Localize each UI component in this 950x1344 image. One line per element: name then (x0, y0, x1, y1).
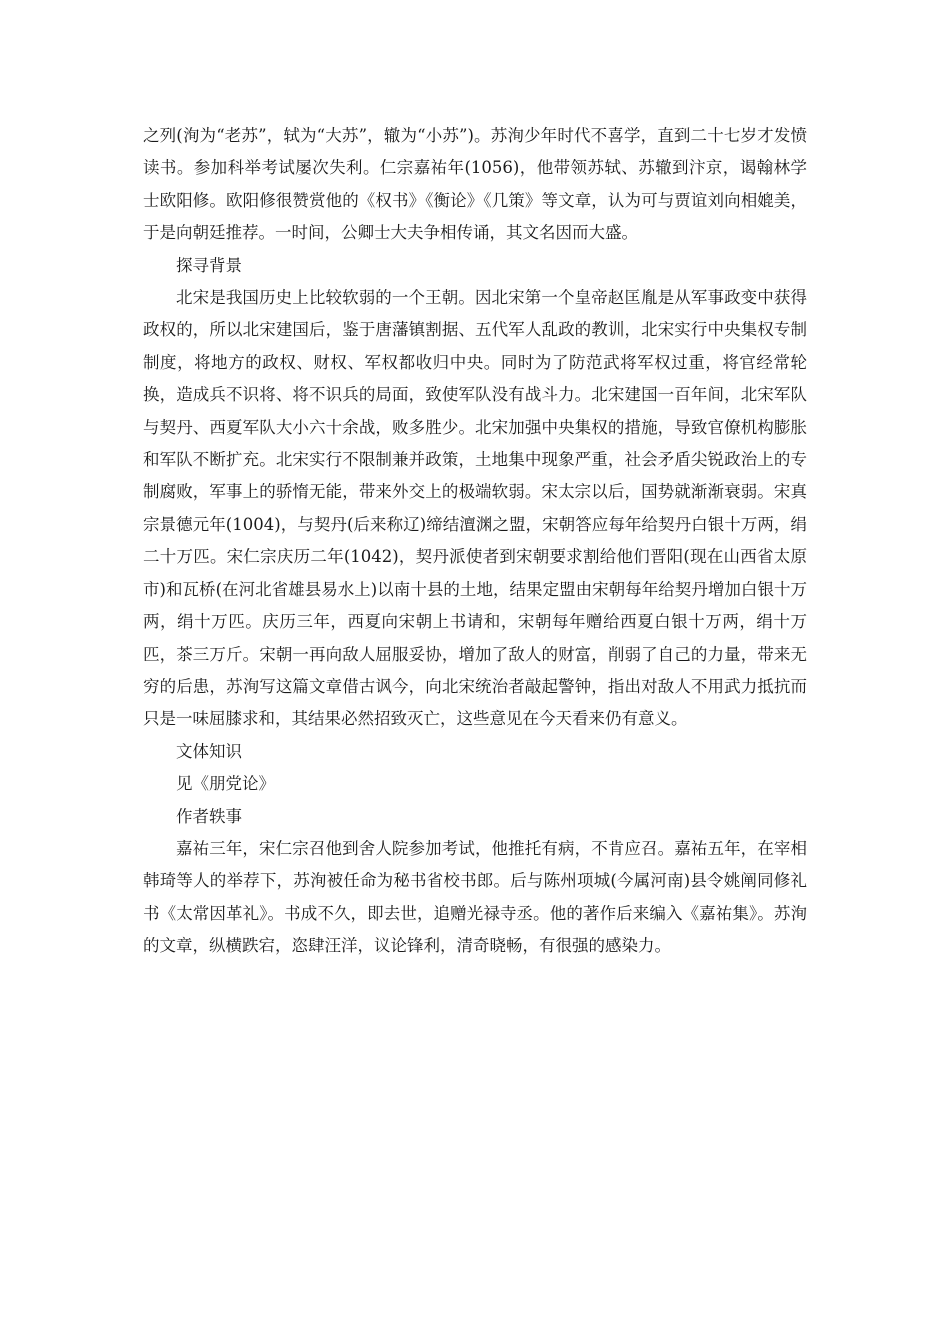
section-heading-background: 探寻背景 (176, 255, 242, 275)
paragraph-genre-reference: 见《朋党论》 (176, 774, 275, 794)
paragraph-author-anecdotes: 嘉祐三年，宋仁宗召他到舍人院参加考试，他推托有病，不肯应召。嘉祐五年，在宰相韩琦等人的举荐下，苏洵被任命为秘书省校书郎。后与陈州项城(今属河南)县令姚阐同修礼书《太常因革礼》。书成不久，即去世，追赠光禄寺丞。他的著作后来编入《嘉祐集》。苏洵的文章，纵横跌宕，恣肆汪洋，议论锋利，清奇晓畅，有很强的感染力。 (143, 838, 807, 956)
paragraph-northern-song-background: 北宋是我国历史上比较软弱的一个王朝。因北宋第一个皇帝赵匡胤是从军事政变中获得政权的，所以北宋建国后，鉴于唐藩镇割据、五代军人乱政的教训，北宋实行中央集权专制制度，将地方的政权、财权、军权都收归中央。同时为了防范武将军权过重，将官经常轮换，造成兵不识将、将不识兵的局面，致使军队没有战斗力。北宋建国一百年间，北宋军队与契丹、西夏军队大小六十余战，败多胜少。北宋加强中央集权的措施，导致官僚机构膨胀和军队不断扩充。北宋实行不限制兼并政策，土地集中现象严重，社会矛盾尖锐政治上的专制腐败，军事上的骄惰无能，带来外交上的极端软弱。宋太宗以后，国势就渐渐衰弱。宋真宗景德元年(1004)，与契丹(后来称辽)缔结澶渊之盟，宋朝答应每年给契丹白银十万两，绢二十万匹。宋仁宗庆历二年(1042)，契丹派使者到宋朝要求割给他们晋阳(现在山西省太原市)和瓦桥(在河北省雄县易水上)以南十县的土地，结果定盟由宋朝每年给契丹增加白银十万两，绢十万匹。庆历三年，西夏向宋朝上书请和，宋朝每年赠给西夏白银十万两，绢十万匹，茶三万斤。宋朝一再向敌人屈服妥协，增加了敌人的财富，削弱了自己的力量，带来无穷的后患，苏洵写这篇文章借古讽今，向北宋统治者敲起警钟，指出对敌人不用武力抵抗而只是一味屈膝求和，其结果必然招致灭亡，这些意见在今天看来仍有意义。 (143, 288, 807, 729)
section-heading-anecdotes: 作者轶事 (176, 806, 242, 826)
document-page (143, 120, 807, 963)
section-heading-genre: 文体知识 (176, 741, 242, 761)
paragraph-su-xun-intro: 之列(洵为“老苏”，轼为“大苏”，辙为“小苏”)。苏洵少年时代不喜学，直到二十七岁才发愤读书。参加科举考试屡次失利。仁宗嘉祐年(1056)，他带领苏轼、苏辙到汴京，谒翰林学士欧阳修。欧阳修很赞赏他的《权书》《衡论》《几策》等文章，认为可与贾谊刘向相媲美，于是向朝廷推荐。一时间，公卿士大夫争相传诵，其文名因而大盛。 (143, 126, 807, 243)
